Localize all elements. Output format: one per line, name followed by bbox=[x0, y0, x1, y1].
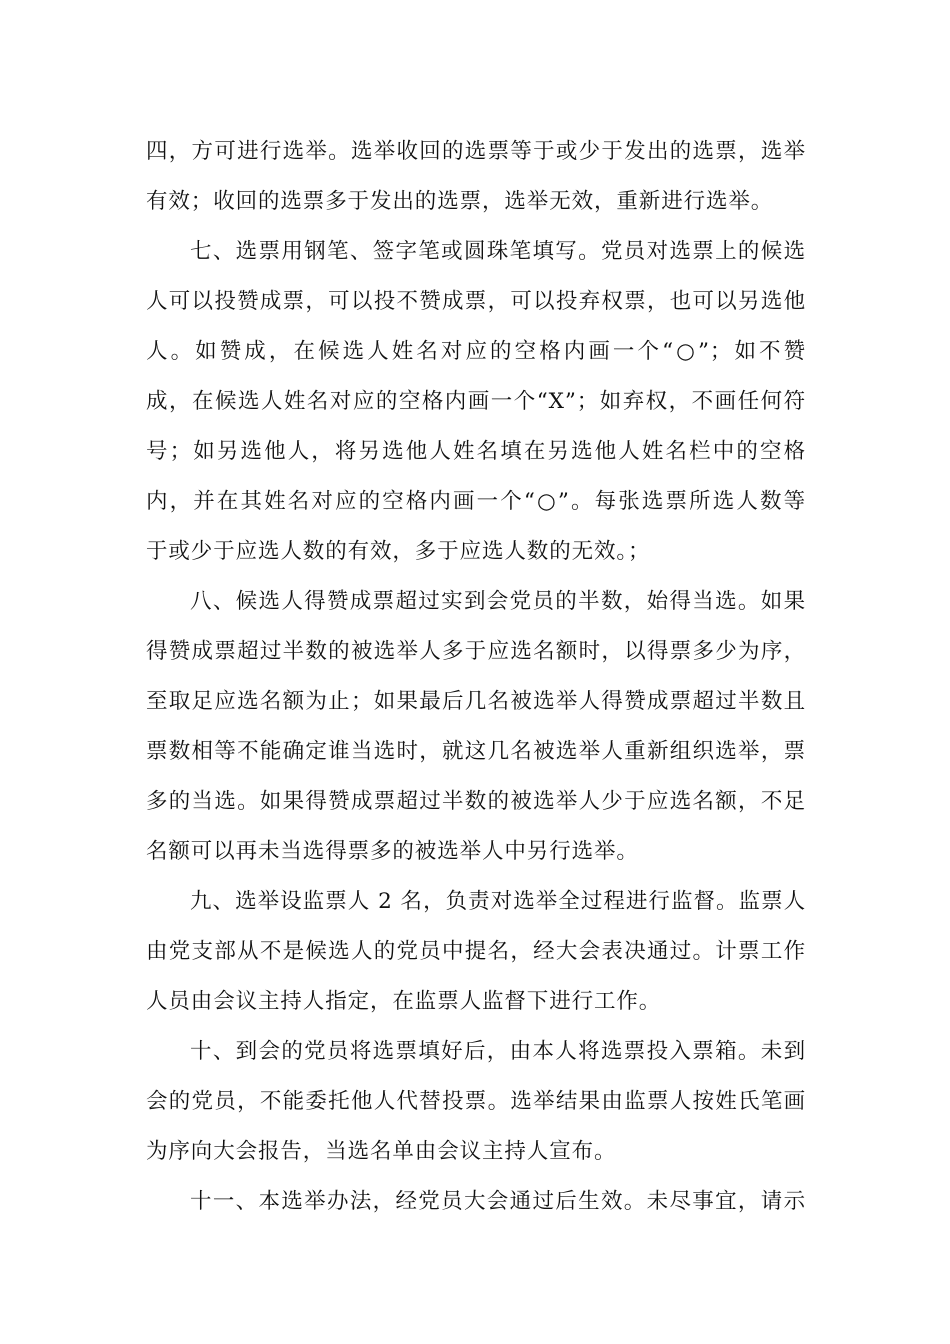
text-line: 人员由会议主持人指定，在监票人监督下进行工作。 bbox=[146, 989, 662, 1014]
text-line: 人可以投赞成票，可以投不赞成票，可以投弃权票，也可以另选他 bbox=[146, 289, 806, 314]
text-line: 得赞成票超过半数的被选举人多于应选名额时，以得票多少为序， bbox=[146, 639, 806, 664]
text-line: 号；如另选他人，将另选他人姓名填在另选他人姓名栏中的空格 bbox=[146, 439, 806, 464]
text-line: 内，并在其姓名对应的空格内画一个“○”。每张选票所选人数等 bbox=[146, 489, 806, 514]
paragraph-start-line: 七、选票用钢笔、签字笔或圆珠笔填写。党员对选票上的候选 bbox=[190, 239, 806, 264]
text-line: 会的党员，不能委托他人代替投票。选举结果由监票人按姓氏笔画 bbox=[146, 1089, 806, 1114]
paragraph-start-line: 九、选举设监票人 2 名，负责对选举全过程进行监督。监票人 bbox=[190, 889, 806, 914]
text-line: 为序向大会报告，当选名单由会议主持人宣布。 bbox=[146, 1139, 617, 1164]
text-line: 多的当选。如果得赞成票超过半数的被选举人少于应选名额，不足 bbox=[146, 789, 806, 814]
text-line: 至取足应选名额为止；如果最后几名被选举人得赞成票超过半数且 bbox=[146, 689, 806, 714]
text-line: 四，方可进行选举。选举收回的选票等于或少于发出的选票，选举 bbox=[146, 139, 806, 164]
text-line: 成，在候选人姓名对应的空格内画一个“X”；如弃权，不画任何符 bbox=[146, 389, 806, 414]
text-line: 于或少于应选人数的有效，多于应选人数的无效。； bbox=[146, 539, 651, 564]
text-line: 有效；收回的选票多于发出的选票，选举无效，重新进行选举。 bbox=[146, 189, 774, 214]
paragraph-start-line: 十一、本选举办法，经党员大会通过后生效。未尽事宜，请示 bbox=[190, 1189, 806, 1214]
text-line: 票数相等不能确定谁当选时，就这几名被选举人重新组织选举，票 bbox=[146, 739, 806, 764]
text-line: 名额可以再未当选得票多的被选举人中另行选举。 bbox=[146, 839, 639, 864]
text-line: 由党支部从不是候选人的党员中提名，经大会表决通过。计票工作 bbox=[146, 939, 806, 964]
paragraph-start-line: 十、到会的党员将选票填好后，由本人将选票投入票箱。未到 bbox=[190, 1039, 806, 1064]
text-line: 人。如赞成，在候选人姓名对应的空格内画一个“○”；如不赞 bbox=[146, 339, 806, 364]
paragraph-start-line: 八、候选人得赞成票超过实到会党员的半数，始得当选。如果 bbox=[190, 589, 806, 614]
